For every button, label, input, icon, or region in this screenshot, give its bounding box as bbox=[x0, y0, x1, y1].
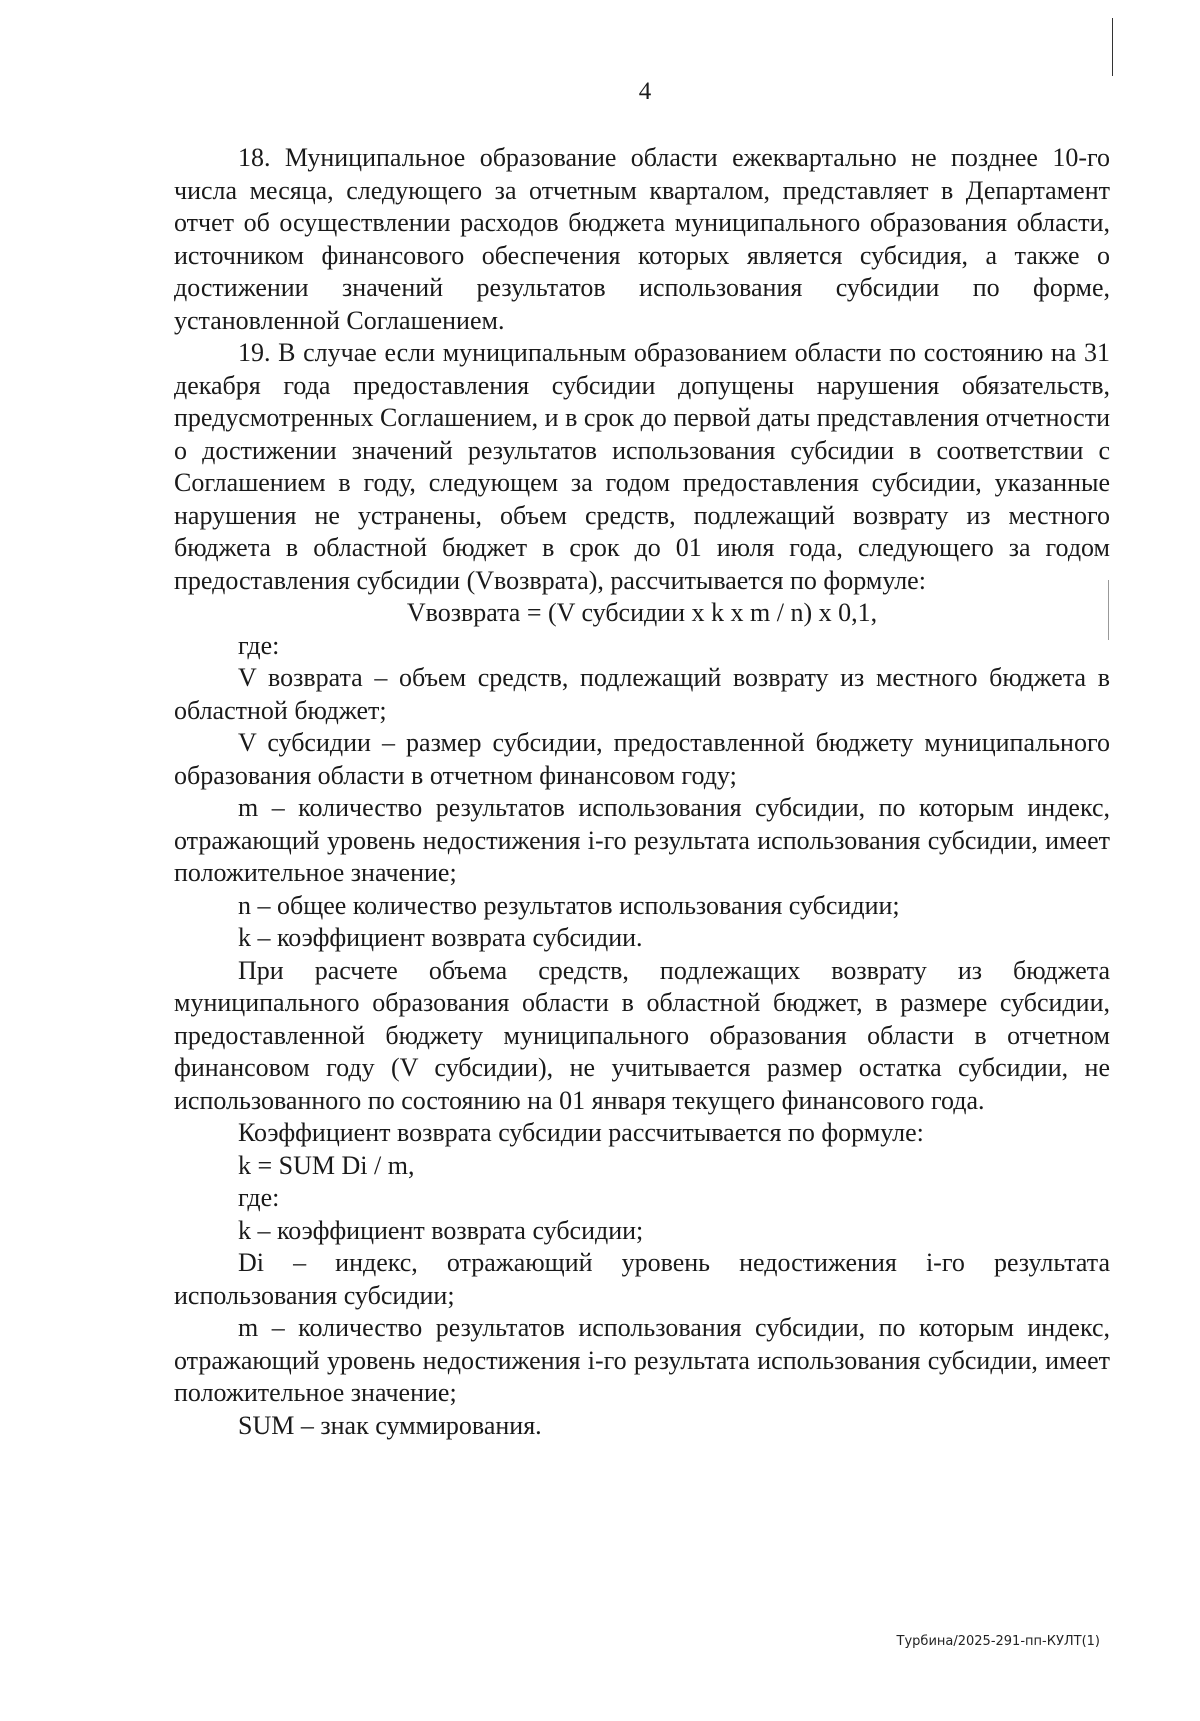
definition-k: k – коэффициент возврата субсидии. bbox=[238, 923, 643, 952]
definition-m-2: m – количество результатов использования субсидии, по которым индекс, отражающий уровень недостижения i-го результата использования субсидии, имеет положительное значение; bbox=[174, 1313, 1110, 1407]
definition-m: m – количество результатов использования субсидии, по которым индекс, отражающий уровень недостижения i-го результата использования субсидии, имеет положительное значение; bbox=[174, 793, 1110, 887]
formula-vvozvrata: Vвозврата = (V субсидии x k x m / n) x 0,1, bbox=[406, 598, 878, 627]
document-body bbox=[174, 142, 1110, 1442]
definition-v-subsidii: V субсидии – размер субсидии, предоставленной бюджету муниципального образования области в отчетном финансовом году; bbox=[174, 728, 1110, 790]
definition-v-vozvrata: V возврата – объем средств, подлежащий возврату из местного бюджета в областной бюджет; bbox=[174, 663, 1110, 725]
page-number: 4 bbox=[638, 78, 652, 105]
where-label-2: где: bbox=[238, 1183, 280, 1212]
formula-k: k = SUM Di / m, bbox=[238, 1150, 415, 1180]
definition-di: Di – индекс, отражающий уровень недостижения i-го результата использования субсидии; bbox=[174, 1248, 1110, 1310]
paragraph-calculation: При расчете объема средств, подлежащих возврату из бюджета муниципального образования области в областной бюджет, в размере субсидии, предоставленной бюджету муниципального образования области в отчетном финансовом году (V субсидии), не учитывается размер остатка субсидии, не использованного по состоянию на 01 января текущего финансового года. bbox=[174, 955, 1110, 1115]
where-label: где: bbox=[238, 630, 280, 660]
definition-n: n – общее количество результатов использования субсидии; bbox=[238, 890, 900, 920]
paragraph-19: 19. В случае если муниципальным образованием области по состоянию на 31 декабря года предоставления субсидии допущены нарушения обязательств, предусмотренных Соглашением, и в срок до первой даты представления отчетности о достижении значений результатов использования субсидии в соответствии с Соглашением в году, следующем за годом предоставления субсидии, указанные нарушения не устранены, объем средств, подлежащий возврату из местного бюджета в областной бюджет в срок до 01 июля года, следующего за годом предоставления субсидии (Vвозврата), рассчитывается по формуле: bbox=[174, 338, 1110, 595]
scan-edge-line-top bbox=[1112, 18, 1113, 76]
definition-k-2: k – коэффициент возврата субсидии; bbox=[238, 1215, 644, 1245]
definition-sum: SUM – знак суммирования. bbox=[238, 1410, 542, 1440]
paragraph-coefficient: Коэффициент возврата субсидии рассчитывается по формуле: bbox=[238, 1118, 924, 1147]
document-code: Турбина/2025-291-пп-КУЛТ(1) bbox=[896, 1634, 1100, 1649]
paragraph-18: 18. Муниципальное образование области ежеквартально не позднее 10-го числа месяца, следующего за отчетным кварталом, представляет в Департамент отчет об осуществлении расходов бюджета муниципального образования области, источником финансового обеспечения которых является субсидия, а также о достижении значений результатов использования субсидии по форме, установленной Соглашением. bbox=[174, 143, 1110, 335]
